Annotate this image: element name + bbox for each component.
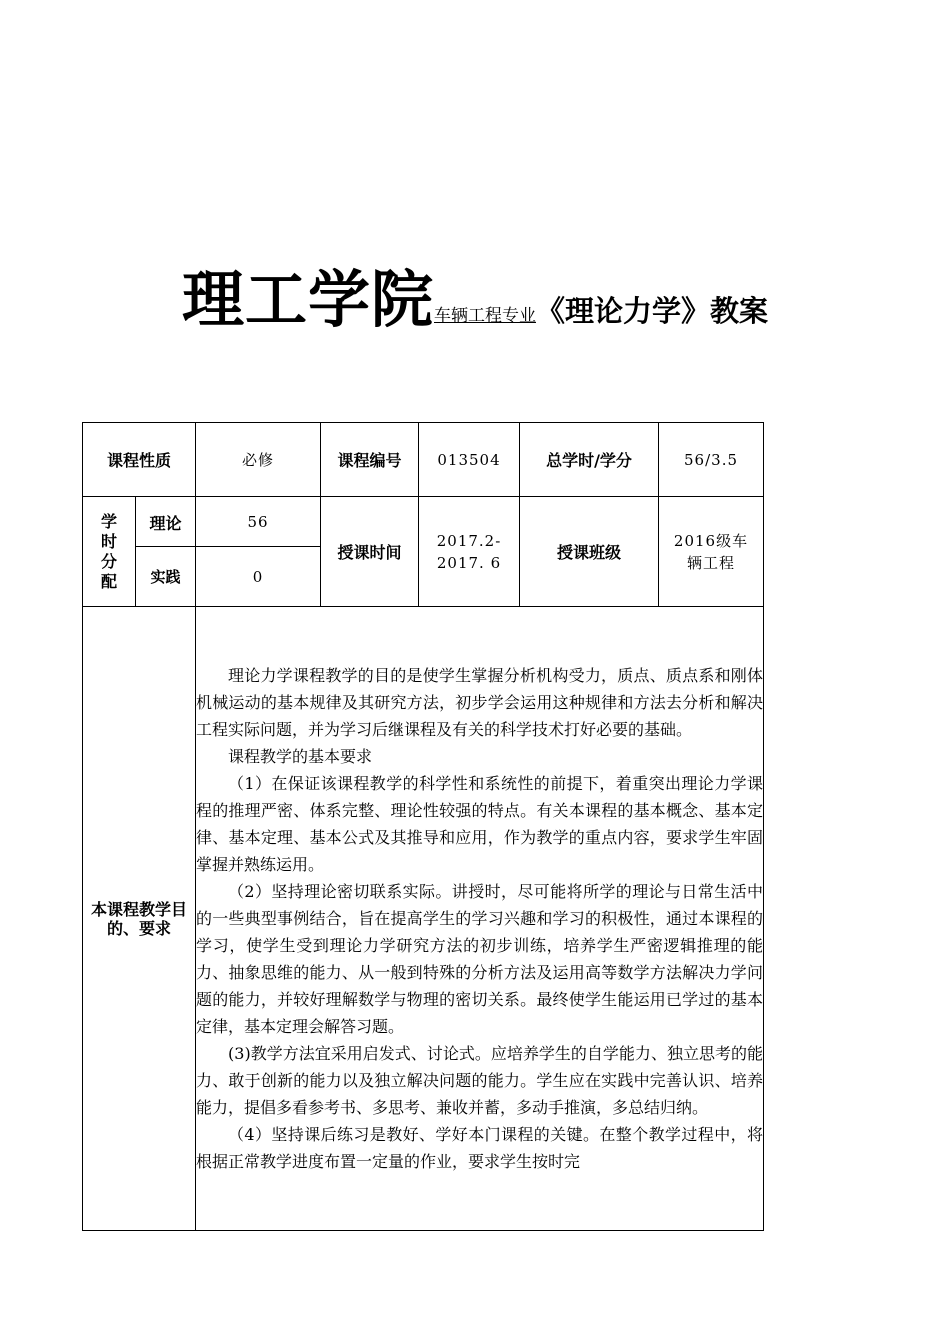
practice-value: 0 (196, 547, 321, 607)
paragraph: （4）坚持课后练习是教好、学好本门课程的关键。在整个教学过程中，将根据正常教学进度布置一定量的作业，要求学生按时完 (196, 1125, 764, 1171)
major-name: 车辆工程专业 (434, 306, 536, 326)
course-code-label: 课程编号 (321, 423, 419, 497)
theory-label: 理论 (136, 497, 196, 547)
course-nature-label: 课程性质 (83, 423, 196, 497)
school-name: 理工学院 (181, 263, 434, 336)
paragraph: 理论力学课程教学的目的是使学生掌握分析机构受力，质点、质点系和刚体机械运动的基本规律及其研究方法，初步学会运用这种规律和方法去分析和解决工程实际问题，并为学习后继课程及有关的科学技术打好必要的基础。 (196, 666, 764, 739)
hours-allocation-label: 学时分配 (100, 511, 117, 591)
class-label: 授课班级 (520, 497, 659, 607)
theory-value: 56 (196, 497, 321, 547)
paragraph: （2）坚持理论密切联系实际。讲授时，尽可能将所学的理论与日常生活中的一些典型事例结合，旨在提高学生的学习兴趣和学习的积极性，通过本课程的学习，使学生受到理论力学研究方法的初步训练，培养学生严密逻辑推理的能力、抽象思维的能力、从一般到特殊的分析方法及运用高等数学方法解决力学问题的能力，并较好理解数学与物理的密切关系。最终使学生能运用已学过的基本定律，基本定理会解答习题。 (196, 882, 764, 1036)
total-hours-value: 56/3.5 (659, 423, 764, 497)
course-goals-label: 本课程教学目的、要求 (83, 607, 196, 1231)
paragraph: （1）在保证该课程教学的科学性和系统性的前提下，着重突出理论力学课程的推理严密、体系完整、理论性较强的特点。有关本课程的基本概念、基本定律、基本定理、基本公式及其推导和应用，作为教学的重点内容，要求学生牢固掌握并熟练运用。 (196, 774, 764, 874)
class-value: 2016级车辆工程 (659, 497, 764, 607)
course-code-value: 013504 (419, 423, 520, 497)
course-info-table (82, 422, 764, 1231)
paragraph: 课程教学的基本要求 (228, 747, 373, 766)
total-hours-label: 总学时/学分 (520, 423, 659, 497)
hours-allocation-cell (83, 497, 136, 607)
course-nature-value: 必修 (196, 423, 321, 497)
course-goals-content (196, 607, 764, 1231)
teaching-time-label: 授课时间 (321, 497, 419, 607)
practice-label: 实践 (136, 547, 196, 607)
teaching-time-value: 2017.2-2017. 6 (419, 497, 520, 607)
paragraph: (3)教学方法宜采用启发式、讨论式。应培养学生的自学能力、独立思考的能力、敢于创新的能力以及独立解决问题的能力。学生应在实践中完善认识、培养能力，提倡多看参考书、多思考、兼收并蓄，多动手推演，多总结归纳。 (196, 1044, 764, 1117)
document-title (0, 250, 950, 339)
course-title: 《理论力学》教案 (536, 294, 769, 328)
